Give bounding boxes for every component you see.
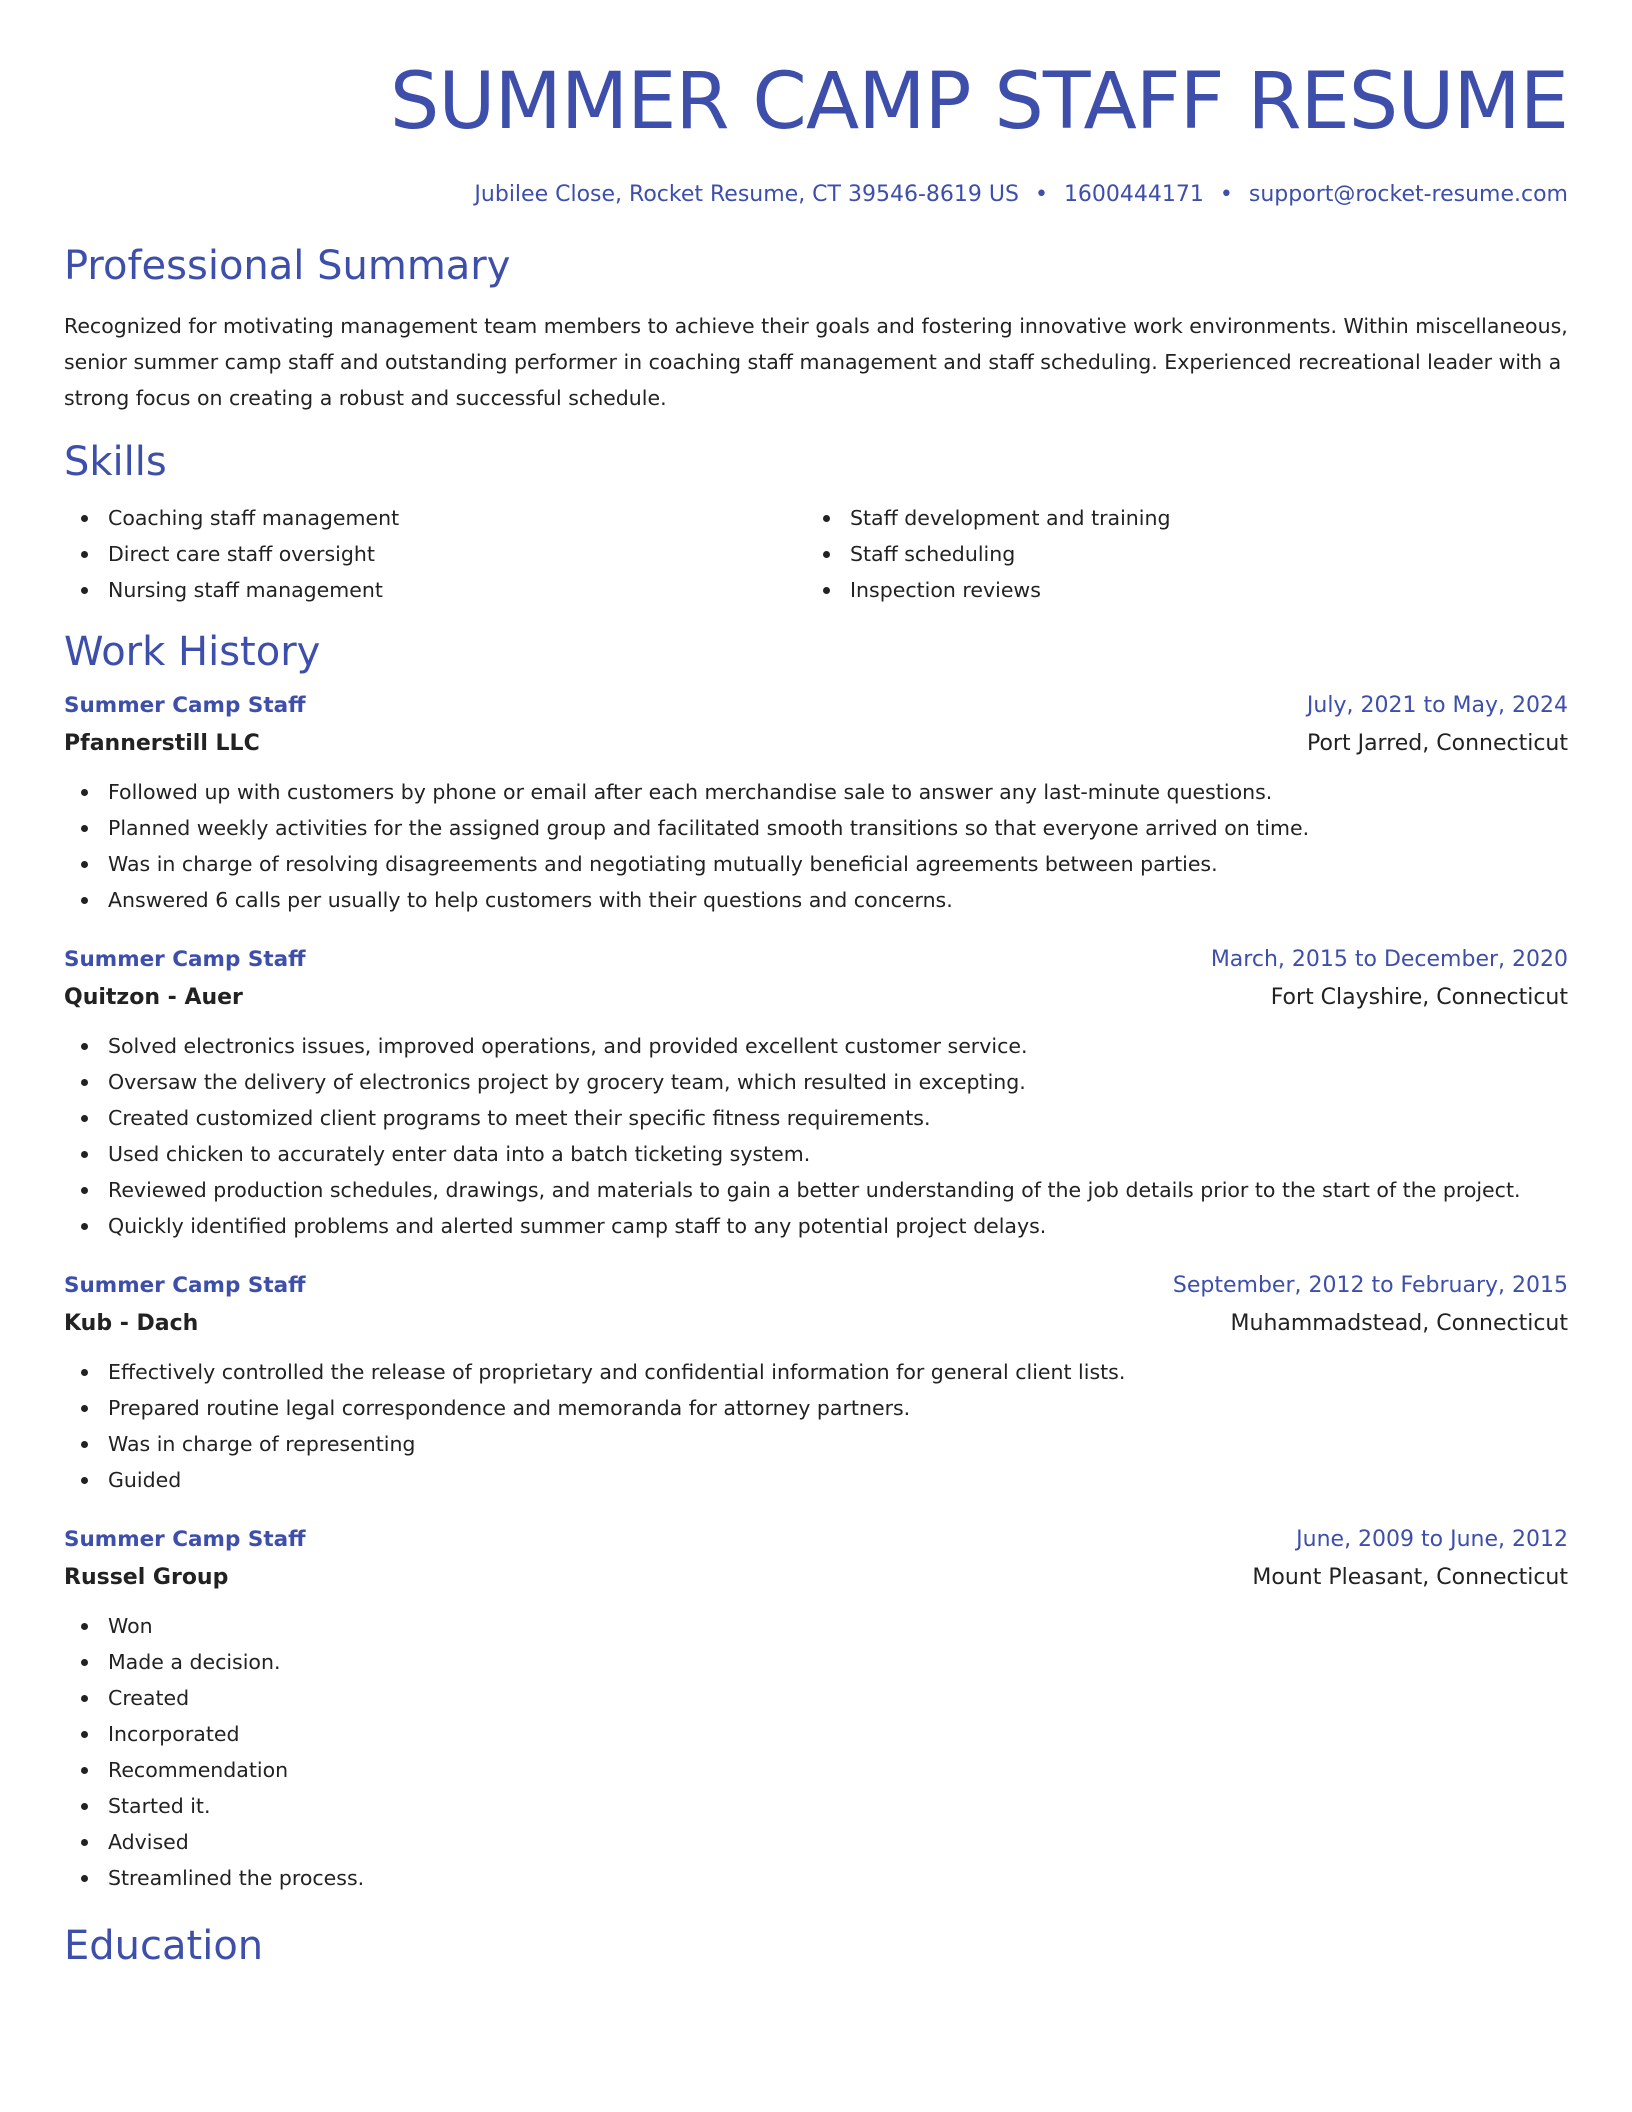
- job-header: [64, 1522, 1568, 1558]
- job-entry: [64, 1522, 1568, 1896]
- skills-column-right: [806, 500, 1548, 608]
- skills-heading: Skills: [64, 439, 167, 485]
- job-bullet: Solved electronics issues, improved operations, and provided excellent customer service.: [64, 1028, 1568, 1064]
- job-entry: [64, 942, 1568, 1244]
- job-subheader: [64, 726, 1568, 762]
- job-company: Russel Group: [64, 1565, 229, 1590]
- work-history-heading: Work History: [64, 629, 321, 675]
- contact-separator: •: [1034, 182, 1048, 207]
- job-role: Summer Camp Staff: [64, 1527, 306, 1552]
- contact-email[interactable]: support@rocket-resume.com: [1248, 182, 1568, 207]
- contact-address: Jubilee Close, Rocket Resume, CT 39546-8619 US: [474, 182, 1019, 207]
- skill-item: Direct care staff oversight: [64, 536, 806, 572]
- job-header: [64, 688, 1568, 724]
- skill-item: Inspection reviews: [806, 572, 1548, 608]
- job-bullet: Guided: [64, 1462, 1568, 1498]
- job-bullet: Used chicken to accurately enter data into a batch ticketing system.: [64, 1136, 1568, 1172]
- job-subheader: [64, 1560, 1568, 1596]
- job-bullets: [64, 1608, 1568, 1896]
- job-entry: [64, 1268, 1568, 1498]
- job-bullet: Created customized client programs to meet their specific fitness requirements.: [64, 1100, 1568, 1136]
- job-bullet: Started it.: [64, 1788, 1568, 1824]
- job-bullet: Created: [64, 1680, 1568, 1716]
- job-dates: June, 2009 to June, 2012: [1296, 1527, 1568, 1552]
- job-bullet: Quickly identified problems and alerted summer camp staff to any potential project delays.: [64, 1208, 1568, 1244]
- job-location: Muhammadstead, Connecticut: [1230, 1311, 1568, 1336]
- resume-page: [64, 0, 1568, 1972]
- job-location: Fort Clayshire, Connecticut: [1270, 985, 1568, 1010]
- job-bullet: Prepared routine legal correspondence and memoranda for attorney partners.: [64, 1390, 1568, 1426]
- contact-phone: 1600444171: [1063, 182, 1204, 207]
- job-location: Mount Pleasant, Connecticut: [1252, 1565, 1568, 1590]
- skill-item: Staff development and training: [806, 500, 1548, 536]
- job-company: Kub - Dach: [64, 1311, 199, 1336]
- job-header: [64, 942, 1568, 978]
- job-bullets: [64, 1354, 1568, 1498]
- job-bullet: Answered 6 calls per usually to help customers with their questions and concerns.: [64, 882, 1568, 918]
- job-bullet: Was in charge of resolving disagreements and negotiating mutually beneficial agreements between parties.: [64, 846, 1568, 882]
- job-role: Summer Camp Staff: [64, 1273, 306, 1298]
- job-subheader: [64, 1306, 1568, 1342]
- job-bullet: Was in charge of representing: [64, 1426, 1568, 1462]
- skill-item: Coaching staff management: [64, 500, 806, 536]
- job-bullet: Followed up with customers by phone or email after each merchandise sale to answer any last-minute questions.: [64, 774, 1568, 810]
- job-location: Port Jarred, Connecticut: [1306, 731, 1568, 756]
- job-role: Summer Camp Staff: [64, 693, 306, 718]
- job-bullet: Effectively controlled the release of proprietary and confidential information for general client lists.: [64, 1354, 1568, 1390]
- job-company: Pfannerstill LLC: [64, 731, 260, 756]
- education-heading: Education: [64, 1923, 264, 1969]
- skill-item: Staff scheduling: [806, 536, 1548, 572]
- job-bullet: Made a decision.: [64, 1644, 1568, 1680]
- job-bullets: [64, 1028, 1568, 1244]
- job-bullet: Oversaw the delivery of electronics project by grocery team, which resulted in excepting.: [64, 1064, 1568, 1100]
- job-bullet: Won: [64, 1608, 1568, 1644]
- summary-heading: Professional Summary: [64, 243, 511, 289]
- skills-list: [64, 500, 1568, 608]
- job-bullet: Recommendation: [64, 1752, 1568, 1788]
- job-dates: July, 2021 to May, 2024: [1306, 693, 1568, 718]
- contact-line: [64, 180, 1568, 210]
- job-subheader: [64, 980, 1568, 1016]
- job-bullet: Streamlined the process.: [64, 1860, 1568, 1896]
- resume-title: SUMMER CAMP STAFF RESUME: [389, 57, 1568, 147]
- job-bullet: Incorporated: [64, 1716, 1568, 1752]
- job-dates: September, 2012 to February, 2015: [1172, 1273, 1568, 1298]
- job-role: Summer Camp Staff: [64, 947, 306, 972]
- job-bullets: [64, 774, 1568, 918]
- job-entry: [64, 688, 1568, 918]
- job-dates: March, 2015 to December, 2020: [1210, 947, 1568, 972]
- job-bullet: Reviewed production schedules, drawings, and materials to gain a better understanding of the job details prior to the start of the project.: [64, 1172, 1568, 1208]
- contact-separator: •: [1219, 182, 1233, 207]
- job-bullet: Planned weekly activities for the assigned group and facilitated smooth transitions so that everyone arrived on time.: [64, 810, 1568, 846]
- job-header: [64, 1268, 1568, 1304]
- job-bullet: Advised: [64, 1824, 1568, 1860]
- skills-column-left: [64, 500, 806, 608]
- summary-text: Recognized for motivating management team members to achieve their goals and fostering innovative work environments. Within miscellaneous, senior summer camp staff and outstanding performer in coaching staff management and staff scheduling. Experienced recreational leader with a strong focus on creating a robust and successful schedule.: [64, 314, 1568, 410]
- job-company: Quitzon - Auer: [64, 985, 243, 1010]
- skill-item: Nursing staff management: [64, 572, 806, 608]
